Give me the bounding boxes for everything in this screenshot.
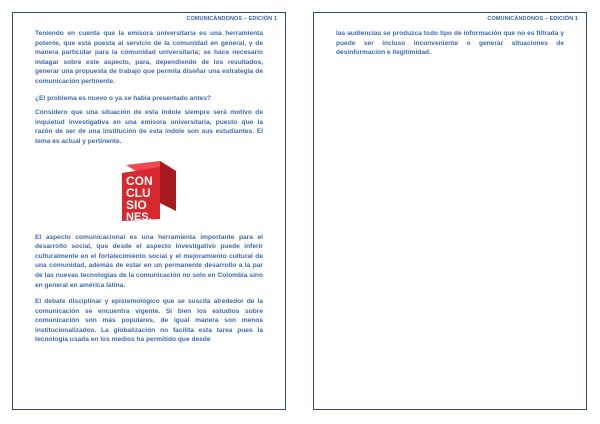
page-content: [35, 29, 263, 352]
paragraph: Considero que una situación de esta índole siempre será motivo de inquietud investigativa en una emisora universitaria, puesto que la razón de ser de una institución de esta índole son sus estudiantes. El tema es actual y pertinente.: [35, 109, 263, 145]
running-header: COMUNICÁNDONOS – EDICIÓN 1: [487, 16, 578, 22]
running-header: COMUNICÁNDONOS – EDICIÓN 1: [186, 16, 277, 22]
paragraph: El aspecto comunicacional es una herramienta importante para el desarrollo social, que desde el aspecto investigativo puede inferir culturalmente en el fortalecimiento social y el mejoramiento cultural de una comunidad, además de estar en un permanente desarrollo a la par de las nuevas tecnologías de la comunicación no solo en Colombia sino en general en américa latina.: [35, 233, 263, 289]
paragraph: las audiencias se produzca todo tipo de información que no es filtrada y puede ser incluso inconveniente o generar situaciones de desinformación e ilegitimidad.: [336, 30, 564, 57]
logo-line: SIO: [126, 197, 147, 212]
cube-graphic: [116, 159, 182, 223]
conclusiones-cube-logo: [116, 159, 182, 223]
page-right: [313, 12, 587, 410]
page-content: [336, 29, 564, 65]
page-left: [12, 12, 286, 410]
conclusiones-logo: [35, 159, 263, 223]
paragraph: Teniendo en cuenta que la emisora universitaria es una herramienta potente, que está puesta al servicio de la comunidad en general, y de manera particular para la comunidad universitaria; se hace necesario indagar sobre este aspecto, para, dependiendo de los resultados, generar una propuesta de trabajo que permita diseñar una estrategia de comunicación pertinente.: [35, 30, 263, 85]
paragraph: El debate disciplinar y epistemológico que se suscita alrededor de la comunicación se encuentra vigente. Si bien los estudios sobre comunicación son más populares, de igual manera son menos institucionalizados. La globalización no facilita esta tarea pues la tecnología usada en los medios ha permitido que desde: [35, 298, 263, 344]
logo-line: CON: [126, 173, 153, 188]
logo-line: CLU: [126, 185, 151, 200]
question-heading: ¿El problema es nuevo o ya se había presentado antes?: [35, 94, 211, 102]
logo-line: NES.: [126, 210, 152, 223]
